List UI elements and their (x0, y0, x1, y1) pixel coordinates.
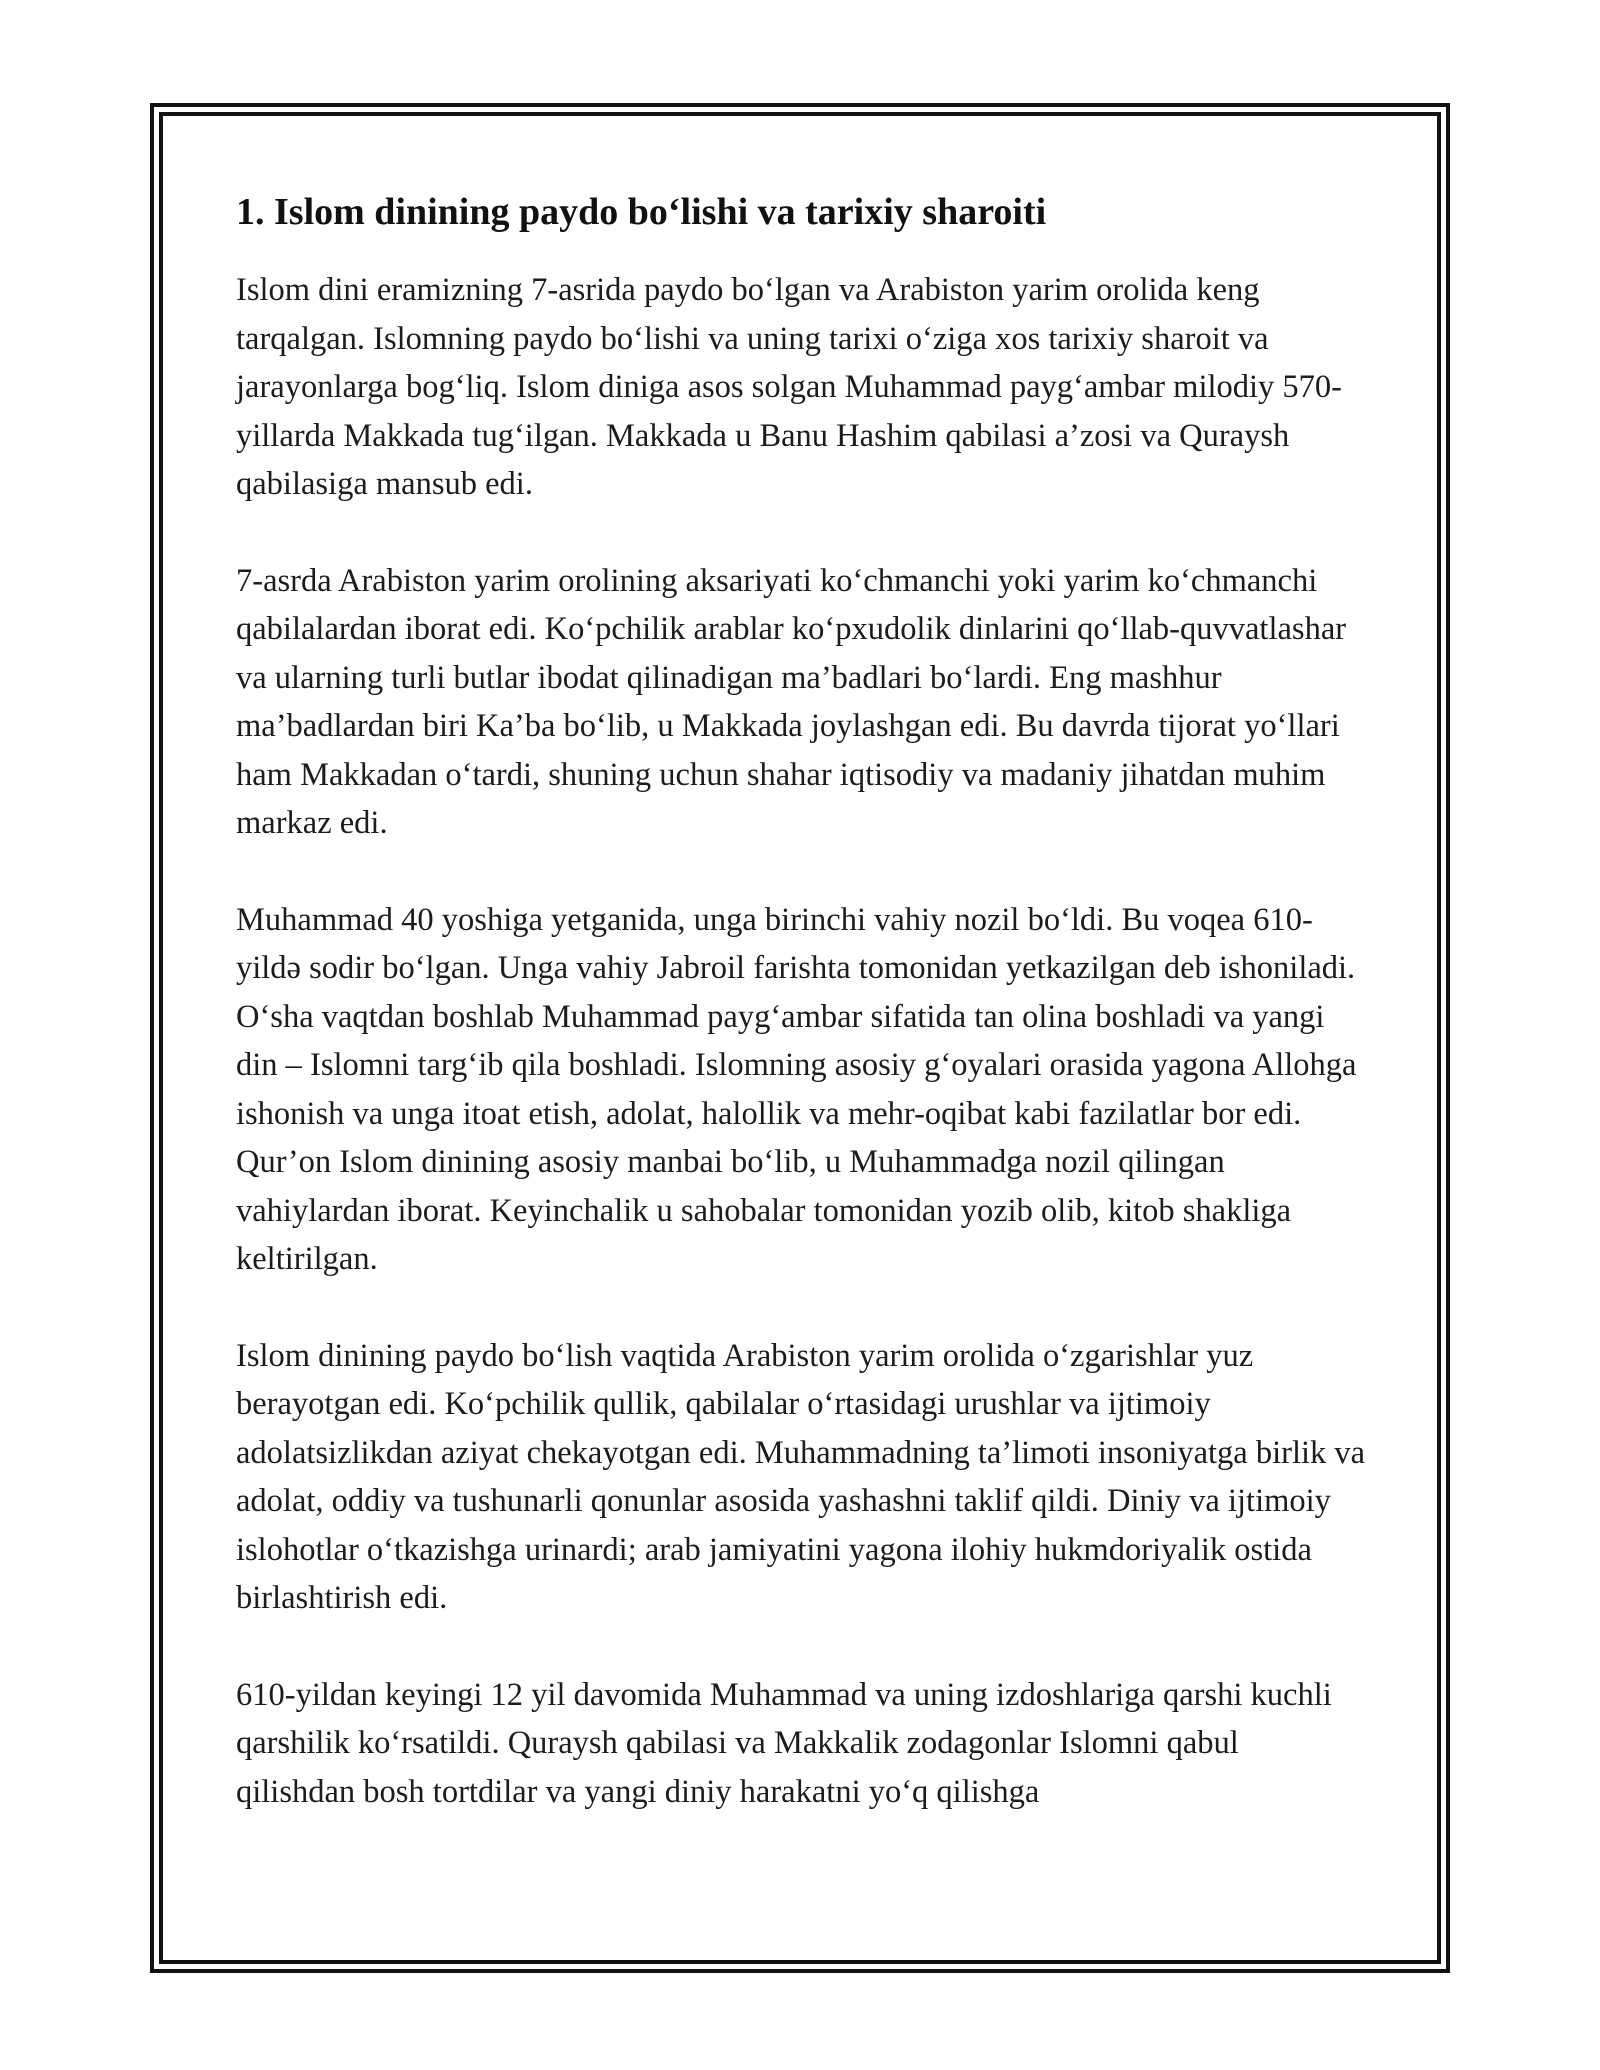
paragraph-3: Muhammad 40 yoshiga yetganida, unga birinchi vahiy nozil bo‘ldi. Bu voqea 610-yildə sodir bo‘lgan. Unga vahiy Jabroil farishta tomonidan yetkazilgan deb ishoniladi. O‘sha vaqtdan boshlab Muhammad payg‘ambar sifatida tan olina boshladi va yangi din – Islomni targ‘ib qila boshladi. Islomning asosiy g‘oyalari orasida yagona Allohga ishonish va unga itoat etish, adolat, halollik va mehr-oqibat kabi fazilatlar bor edi. Qur’on Islom dinining asosiy manbai bo‘lib, u Muhammadga nozil qilingan vahiylardan iborat. Keyinchalik u sahobalar tomonidan yozib olib, kitob shakliga keltirilgan. (236, 901, 1357, 1277)
paragraph-5: 610-yildan keyingi 12 yil davomida Muhammad va uning izdoshlariga qarshi kuchli qarshilik ko‘rsatildi. Quraysh qabilasi va Makkalik zodagonlar Islomni qabul qilishdan bosh tortdilar va yangi diniy harakatni yo‘q qilishga (236, 1676, 1332, 1810)
section-heading: 1. Islom dinining paydo bo‘lishi va tarixiy sharoiti (236, 191, 1047, 233)
paragraph-4: Islom dinining paydo bo‘lish vaqtida Arabiston yarim orolida o‘zgarishlar yuz berayotgan edi. Ko‘pchilik qullik, qabilalar o‘rtasidagi urushlar va ijtimoiy adolatsizlikdan aziyat chekayotgan edi. Muhammadning ta’limoti insoniyatga birlik va adolat, oddiy va tushunarli qonunlar asosida yashashni taklif qildi. Diniy va ijtimoiy islohotlar o‘tkazishga urinardi; arab jamiyatini yagona ilohiy hukmdoriyalik ostida birlashtirish edi. (236, 1337, 1366, 1616)
paragraph-1: Islom dini eramizning 7-asrida paydo bo‘lgan va Arabiston yarim orolida keng tarqalgan. Islomning paydo bo‘lishi va uning tarixi o‘ziga xos tarixiy sharoit va jarayonlarga bog‘liq. Islom diniga asos solgan Muhammad payg‘ambar milodiy 570-yillarda Makkada tug‘ilgan. Makkada u Banu Hashim qabilasi a’zosi va Quraysh qabilasiga mansub edi. (236, 272, 1342, 502)
paragraph-2: 7-asrda Arabiston yarim orolining aksariyati ko‘chmanchi yoki yarim ko‘chmanchi qabilalardan iborat edi. Ko‘pchilik arablar ko‘pxudolik dinlarini qo‘llab-quvvatlashar va ularning turli butlar ibodat qilinadigan ma’badlari bo‘lardi. Eng mashhur ma’badlardan biri Ka’ba bo‘lib, u Makkada joylashgan edi. Bu davrda tijorat yo‘llari ham Makkadan o‘tardi, shuning uchun shahar iqtisodiy va madaniy jihatdan muhim markaz edi. (236, 562, 1347, 841)
page-content (236, 186, 1366, 1864)
